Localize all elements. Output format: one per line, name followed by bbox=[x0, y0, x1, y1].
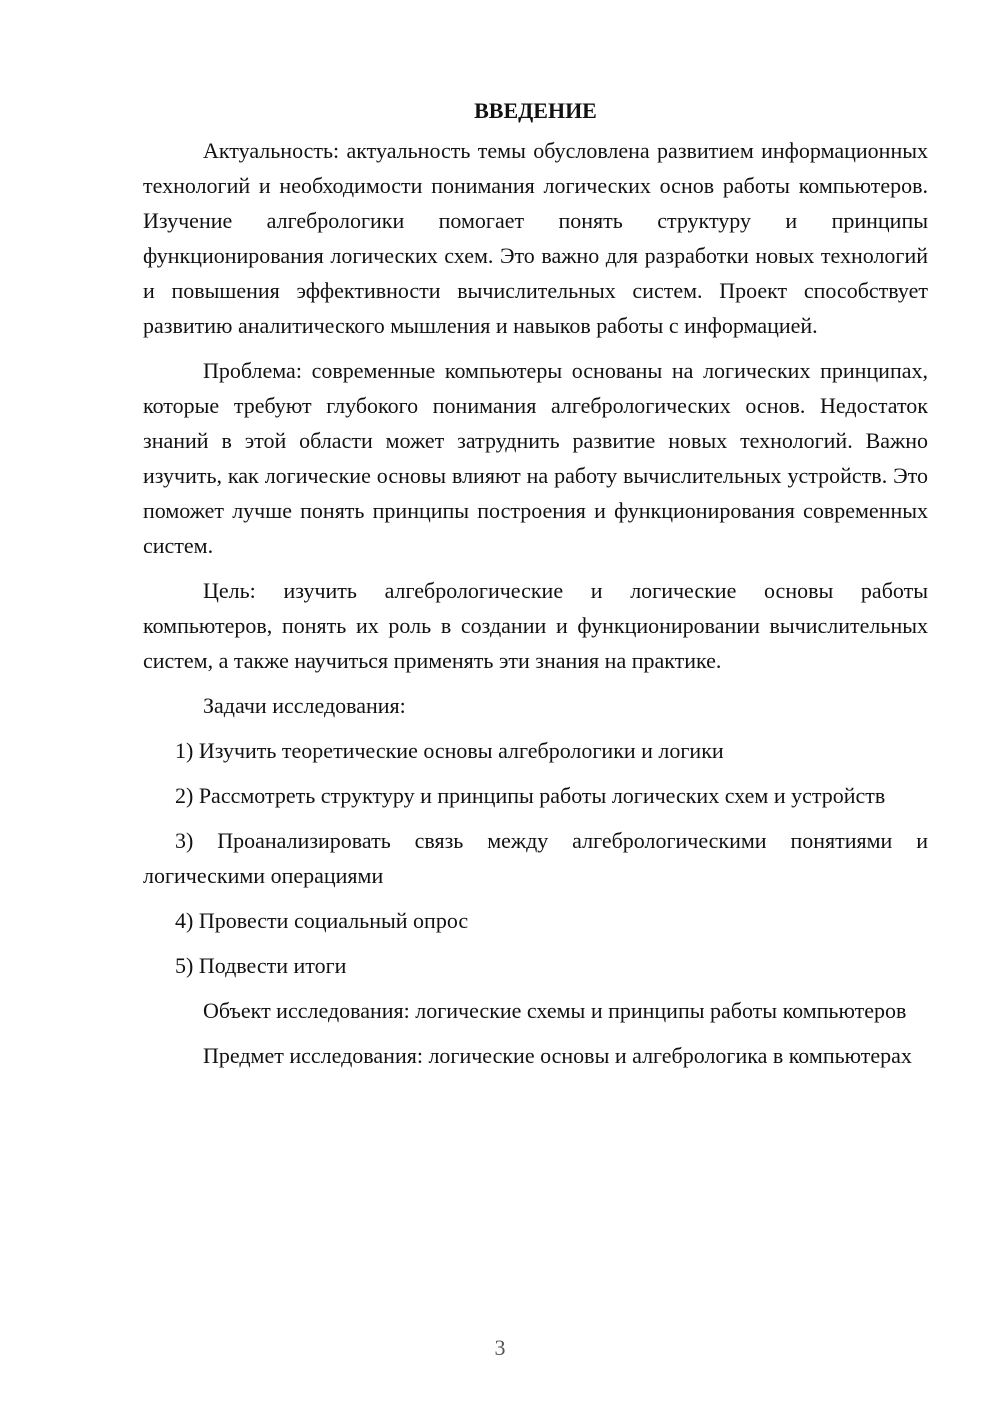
task-item-1: 1) Изучить теоретические основы алгебрологики и логики bbox=[175, 738, 724, 763]
document-page bbox=[143, 93, 928, 1073]
problem-paragraph: Проблема: современные компьютеры основаны на логических принципах, которые требуют глубокого понимания алгебрологических основ. Недостаток знаний в этой области может затруднить развитие новых технологий. Важно изучить, как логические основы влияют на работу вычислительных устройств. Это поможет лучше понять принципы построения и функционирования современных систем. bbox=[143, 358, 928, 558]
object-paragraph: Объект исследования: логические схемы и принципы работы компьютеров bbox=[203, 998, 907, 1023]
task-item-2: 2) Рассмотреть структуру и принципы работы логических схем и устройств bbox=[175, 783, 886, 808]
goal-paragraph: Цель: изучить алгебрологические и логические основы работы компьютеров, понять их роль в создании и функционировании вычислительных систем, а также научиться применять эти знания на практике. bbox=[143, 578, 928, 673]
relevance-paragraph: Актуальность: актуальность темы обусловлена развитием информационных технологий и необходимости понимания логических основ работы компьютеров. Изучение алгебрологики помогает понять структуру и принципы функционирования логических схем. Это важно для разработки новых технологий и повышения эффективности вычислительных систем. Проект способствует развитию аналитического мышления и навыков работы с информацией. bbox=[143, 138, 928, 338]
page-title: ВВЕДЕНИЕ bbox=[474, 98, 597, 123]
task-item-4: 4) Провести социальный опрос bbox=[175, 908, 469, 933]
page-number: 3 bbox=[494, 1335, 506, 1360]
tasks-title: Задачи исследования: bbox=[203, 693, 406, 718]
task-item-5: 5) Подвести итоги bbox=[175, 953, 347, 978]
subject-paragraph: Предмет исследования: логические основы и алгебрологика в компьютерах bbox=[203, 1043, 912, 1068]
task-item-3: 3) Проанализировать связь между алгебрологическими понятиями и логическими операциями bbox=[143, 828, 928, 888]
